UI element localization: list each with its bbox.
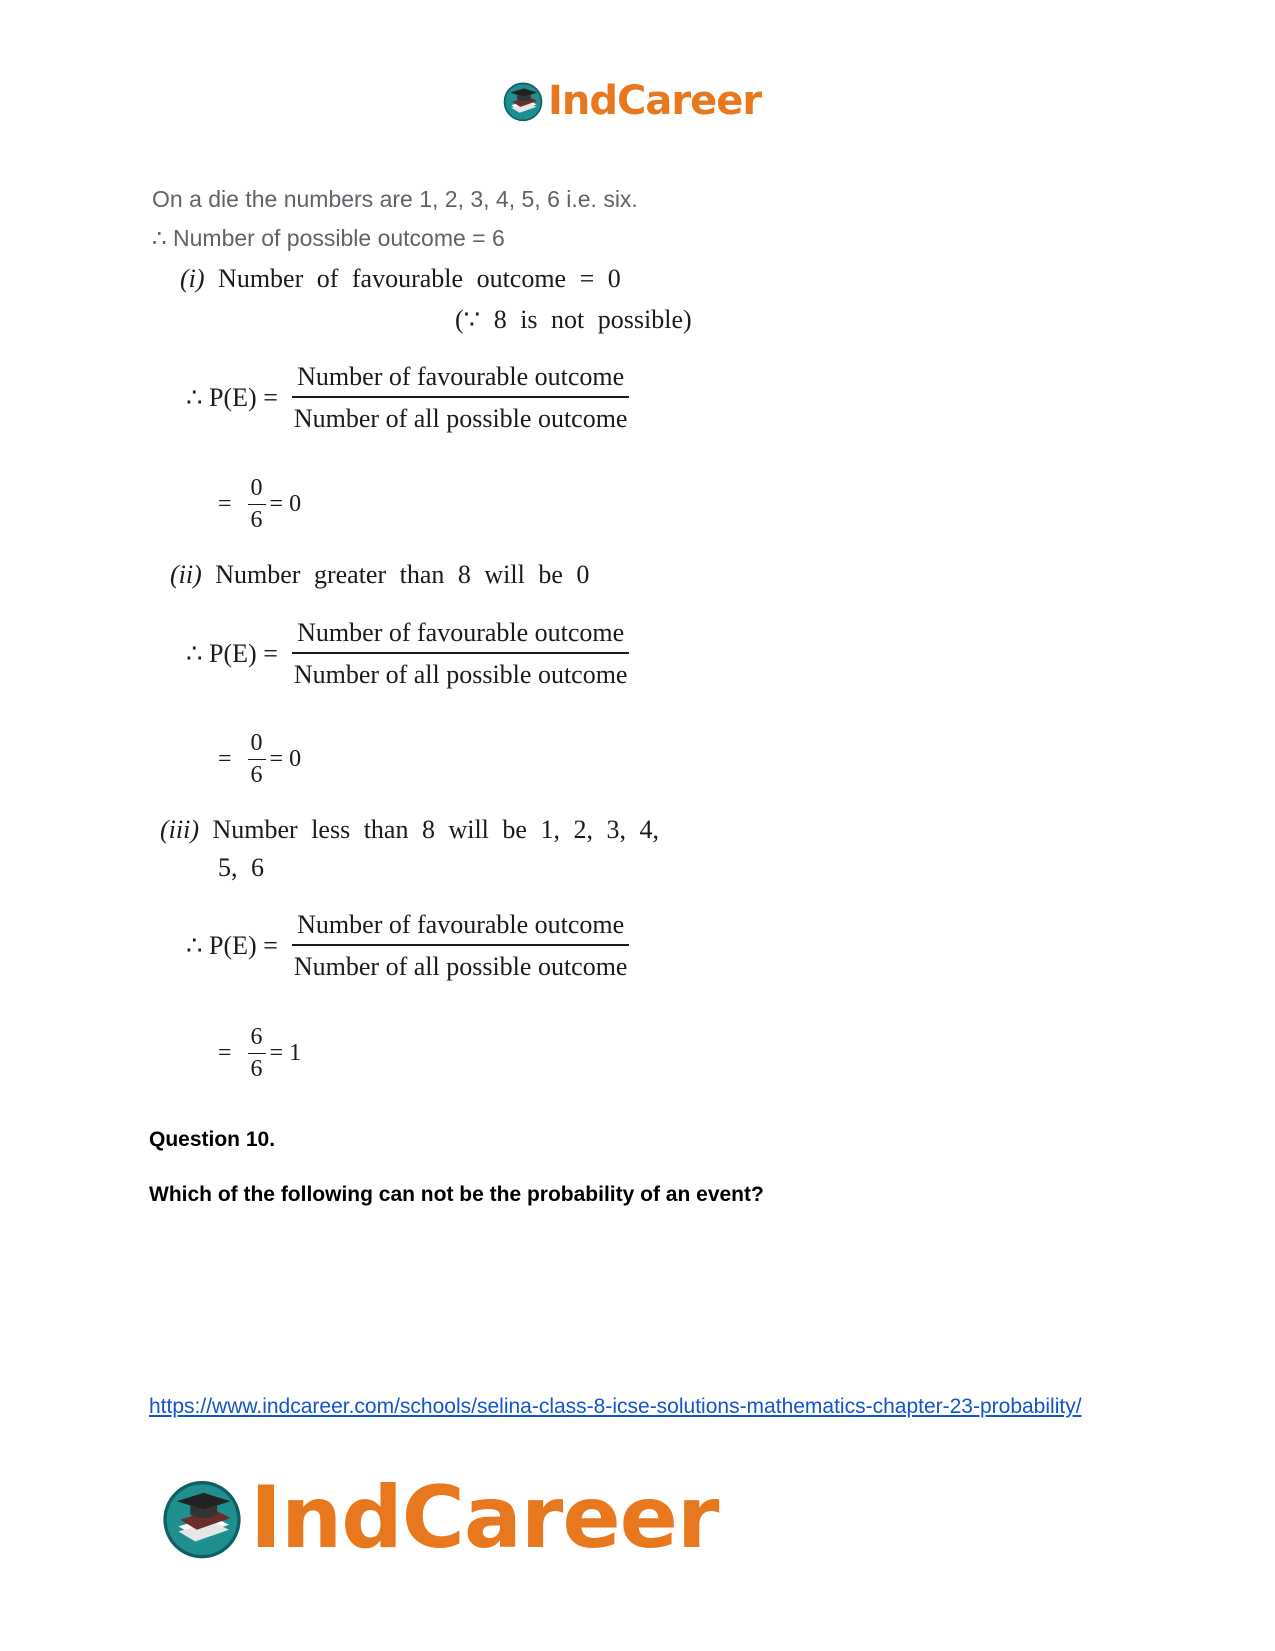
result-fraction [248,1024,266,1083]
part-ii-text: Number greater than 8 will be 0 [215,560,590,589]
part-iii-result [218,1024,301,1083]
part-ii-label: (ii) [170,560,202,589]
logo-wordmark: IndCareer [250,1468,719,1568]
fraction-numerator: Number of favourable outcome [297,618,625,647]
result-value: = 1 [269,1040,302,1066]
equals-sign: = [218,746,232,772]
pe-lhs: ∴ P(E) = [186,931,278,960]
result-numerator: 6 [250,1024,263,1050]
result-fraction [248,475,266,534]
graduation-book-icon [502,80,544,122]
part-ii-probability-formula [186,618,629,690]
pe-lhs: ∴ P(E) = [186,383,278,412]
part-ii-result [218,730,301,789]
result-denominator: 6 [248,504,266,534]
part-ii-statement [170,560,589,590]
header-logo [502,78,761,124]
footer-logo [160,1468,718,1568]
equals-sign: = [218,1040,232,1066]
part-iii-label: (iii) [160,815,199,844]
result-value: = 0 [269,491,302,517]
fraction-numerator: Number of favourable outcome [297,362,625,391]
fraction-denominator: Number of all possible outcome [292,944,630,982]
result-value: = 0 [269,746,302,772]
part-i-probability-formula [186,362,629,434]
logo-wordmark: IndCareer [548,78,762,124]
fraction [292,362,630,434]
fraction [292,618,630,690]
fraction-numerator: Number of favourable outcome [297,910,625,939]
part-iii-text-continued: 5, 6 [218,853,264,882]
fraction-denominator: Number of all possible outcome [292,652,630,690]
question-title: Question 10. [149,1128,276,1151]
part-i-statement [180,264,621,294]
intro-line-2: ∴ Number of possible outcome = 6 [152,225,505,251]
equals-sign: = [218,491,232,517]
pe-lhs: ∴ P(E) = [186,639,278,668]
result-denominator: 6 [248,759,266,789]
part-iii-text: Number less than 8 will be 1, 2, 3, 4, [212,815,659,844]
graduation-book-icon [160,1476,244,1560]
fraction [292,910,630,982]
part-iii-statement [160,815,659,845]
source-link[interactable]: https://www.indcareer.com/schools/selina-class-8-icse-solutions-mathematics-chapter-23-probability/ [149,1395,1082,1418]
fraction-denominator: Number of all possible outcome [292,396,630,434]
part-i-label: (i) [180,264,205,293]
question-text: Which of the following can not be the probability of an event? [149,1183,764,1206]
result-numerator: 0 [250,730,263,756]
part-i-note: (∵ 8 is not possible) [455,305,692,334]
part-i-result [218,475,301,534]
part-i-text: Number of favourable outcome = 0 [218,264,621,293]
result-fraction [248,730,266,789]
result-denominator: 6 [248,1053,266,1083]
result-numerator: 0 [250,475,263,501]
part-iii-probability-formula [186,910,629,982]
intro-line-1: On a die the numbers are 1, 2, 3, 4, 5, 6 i.e. six. [152,186,638,212]
